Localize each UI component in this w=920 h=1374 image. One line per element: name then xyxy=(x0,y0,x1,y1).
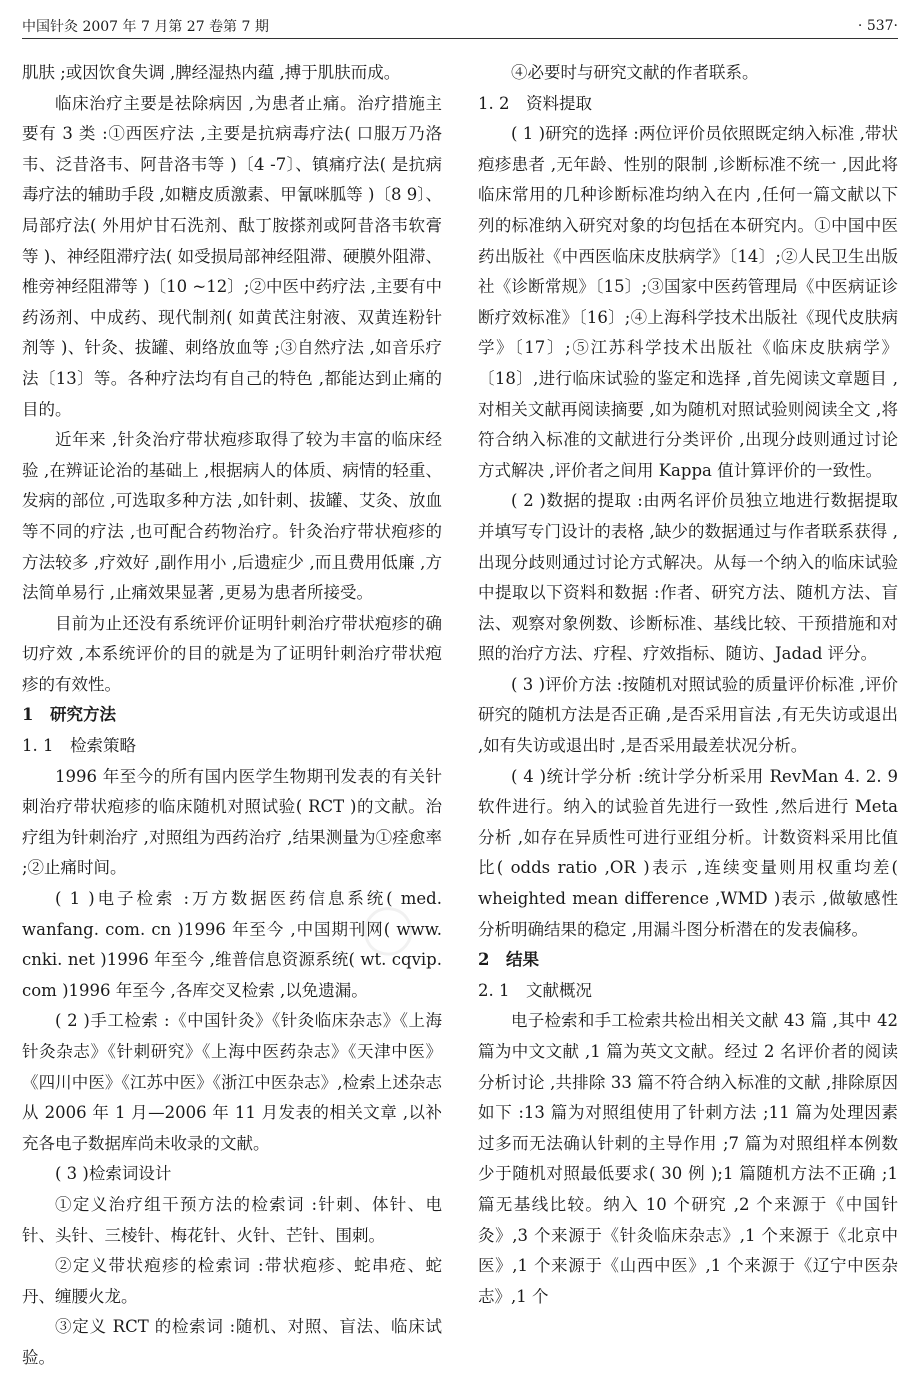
paragraph: ( 4 )统计学分析 :统计学分析采用 RevMan 4. 2. 9 软件进行。纳入的试验首先进行一致性 ,然后进行 Meta 分析 ,如存在异质性可进行亚组分析。计数资料采用比值比( odds ratio ,OR )表示 ,连续变量则用权重均差( wheighted mean difference ,WMD )表示 ,做敏感性分析明确结果的稳定 ,用漏斗图分析潜在的发表偏移。 xyxy=(478,766,898,939)
paragraph: ( 1 )研究的选择 :两位评价员依照既定纳入标准 ,带状疱疹患者 ,无年龄、性别的限制 ,诊断标准不统一 ,因此将临床常用的几种诊断标准均纳入在内 ,任何一篇文献以下列的标准纳入研究对象的均包括在本研究内。①中国中医药出版社《中西医临床皮肤病学》〔14〕;②人民卫生出版社《诊断常规》〔15〕;③国家中医药管理局《中医病证诊断疗效标准》〔16〕;④上海科学技术出版社《现代皮肤病学》〔17〕;⑤江苏科学技术出版社《临床皮肤病学》〔18〕,进行临床试验的鉴定和选择 ,首先阅读文章题目 ,对相关文献再阅读摘要 ,如为随机对照试验则阅读全文 ,将符合纳入标准的文献进行分类评价 ,出现分歧则通过讨论方式解决 ,评价者之间用 Kappa 值计算评价的一致性。 xyxy=(478,124,898,480)
left-column xyxy=(22,58,442,1374)
subsection-heading: 2. 1 文献概况 xyxy=(478,980,592,1000)
paragraph: ( 1 )电子检索 :万方数据医药信息系统( med. wanfang. com. cn )1996 年至今 ,中国期刊网( www. cnki. net )1996 年至今 ,维普信息资源系统( wt. cqvip. com )1996 年至今 ,各库交叉检索 ,以免遗漏。 xyxy=(22,889,442,1000)
paragraph: ④必要时与研究文献的作者联系。 xyxy=(511,63,759,82)
paragraph: ( 3 )评价方法 :按随机对照试验的质量评价标准 ,评价研究的随机方法是否正确 ,是否采用盲法 ,有无失访或退出 ,如有失访或退出时 ,是否采用最差状况分析。 xyxy=(478,674,898,756)
section-heading: 2 结果 xyxy=(478,950,539,970)
paragraph: ①定义治疗组干预方法的检索词 :针刺、体针、电针、头针、三棱针、梅花针、火针、芒针、围刺。 xyxy=(22,1194,442,1245)
right-column xyxy=(478,58,898,1312)
paragraph: ③定义 RCT 的检索词 :随机、对照、盲法、临床试验。 xyxy=(22,1317,442,1367)
paragraph: 1996 年至今的所有国内医学生物期刊发表的有关针刺治疗带状疱疹的临床随机对照试验( RCT )的文献。治疗组为针刺治疗 ,对照组为西药治疗 ,结果测量为①痊愈率 ;②止痛时间。 xyxy=(22,766,442,878)
running-header xyxy=(22,14,898,39)
paragraph: 目前为止还没有系统评价证明针刺治疗带状疱疹的确切疗效 ,本系统评价的目的就是为了证明针刺治疗带状疱疹的有效性。 xyxy=(22,613,442,694)
paragraph: ( 3 )检索词设计 xyxy=(55,1164,172,1184)
subsection-heading: 1. 1 检索策略 xyxy=(22,736,136,756)
section-heading: 1 研究方法 xyxy=(22,705,116,725)
page-number: · 537· xyxy=(857,18,898,34)
subsection-heading: 1. 2 资料提取 xyxy=(478,93,592,113)
paragraph: ( 2 )数据的提取 :由两名评价员独立地进行数据提取并填写专门设计的表格 ,缺少的数据通过与作者联系获得 ,出现分歧则通过讨论方式解决。从每一个纳入的临床试验中提取以下资料和数据 :作者、研究方法、随机方法、盲法、观察对象例数、诊断标准、基线比较、干预措施和对照的治疗方法、疗程、疗效指标、随访、Jadad 评分。 xyxy=(478,491,898,664)
paragraph: ②定义带状疱疹的检索词 :带状疱疹、蛇串疮、蛇丹、缠腰火龙。 xyxy=(22,1256,442,1306)
paragraph: ( 2 )手工检索 :《中国针灸》《针灸临床杂志》《上海针灸杂志》《针刺研究》《上海中医药杂志》《天津中医》《四川中医》《江苏中医》《浙江中医杂志》,检索上述杂志从 2006 年 1 月—2006 年 11 月发表的相关文章 ,以补充各电子数据库尚未收录的文献。 xyxy=(22,1011,442,1153)
paragraph: 肌肤 ;或因饮食失调 ,脾经湿热内蕴 ,搏于肌肤而成。 xyxy=(22,63,401,82)
paragraph: 近年来 ,针灸治疗带状疱疹取得了较为丰富的临床经验 ,在辨证论治的基础上 ,根据病人的体质、病情的轻重、发病的部位 ,可选取多种方法 ,如针刺、拔罐、艾灸、放血等不同的疗法 ,也可配合药物治疗。针灸治疗带状疱疹的方法较多 ,疗效好 ,副作用小 ,后遗症少 ,而且费用低廉 ,方法简单易行 ,止痛效果显著 ,更易为患者所接受。 xyxy=(22,430,442,603)
paragraph: 临床治疗主要是祛除病因 ,为患者止痛。治疗措施主要有 3 类 :①西医疗法 ,主要是抗病毒疗法( 口服万乃洛韦、泛昔洛韦、阿昔洛韦等 )〔4 -7〕、镇痛疗法( 是抗病毒疗法的辅助手段 ,如糖皮质激素、甲氰咪胍等 )〔8 9〕、局部疗法( 外用炉甘石洗剂、酞丁胺搽剂或阿昔洛韦软膏等 )、神经阻滞疗法( 如受损局部神经阻滞、硬膜外阻滞、椎旁神经阻滞等 )〔10 ~12〕;②中医中药疗法 ,主要有中药汤剂、中成药、现代制剂( 如黄芪注射液、双黄连粉针剂等 )、针灸、拔罐、刺络放血等 ;③自然疗法 ,如音乐疗法〔13〕等。各种疗法均有自己的特色 ,都能达到止痛的目的。 xyxy=(22,93,442,419)
watermark-logo: ◯ xyxy=(352,892,422,964)
paragraph: 电子检索和手工检索共检出相关文献 43 篇 ,其中 42 篇为中文文献 ,1 篇为英文文献。经过 2 名评价者的阅读分析讨论 ,共排除 33 篇不符合纳入标准的文献 ,排除原因如下 :13 篇为对照组使用了针刺方法 ;11 篇为处理因素过多而无法确认针刺的主导作用 ;7 篇为对照组样本例数少于随机对照最低要求( 30 例 );1 篇随机方法不正确 ;1 篇无基线比较。纳入 10 个研究 ,2 个来源于《中国针灸》,3 个来源于《针灸临床杂志》,1 个来源于《北京中医》,1 个来源于《山西中医》,1 个来源于《辽宁中医杂志》,1 个 xyxy=(478,1011,898,1306)
journal-info: 中国针灸 2007 年 7 月第 27 卷第 7 期 xyxy=(22,19,269,35)
